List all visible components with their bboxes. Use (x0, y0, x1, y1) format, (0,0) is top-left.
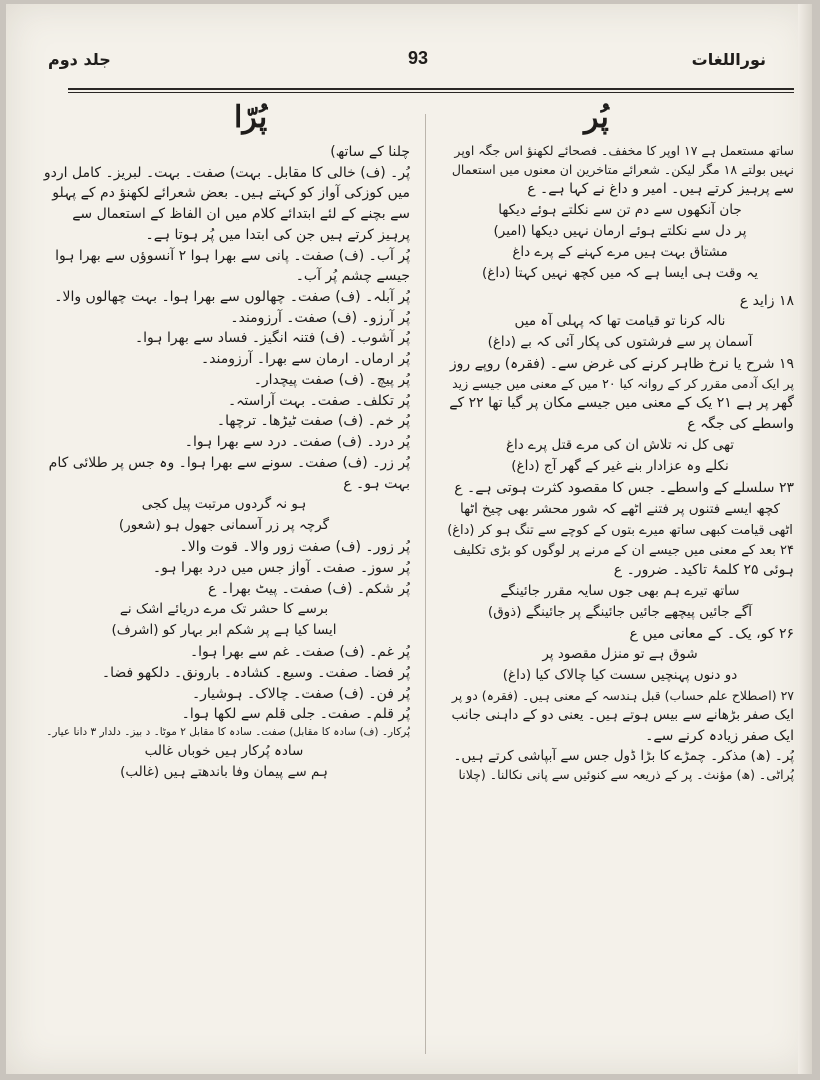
text-line: پُر فن۔ (ف) صفت۔ چالاک۔ ہوشیار۔ (191, 685, 410, 702)
verse-line: نکلے وہ عزادار بنے غیر کے گھر آج (داغ) (511, 457, 729, 474)
verse-line: آسمان پر سے فرشتوں کی پکار آئی کہ بے (داغ) (487, 334, 753, 351)
text-line: ساتھ مستعمل ہے ۱۷ اوپر کا مخفف۔ فصحائے لکھنؤ اس جگہ اوپر (454, 143, 794, 158)
text-line: ۲۶ کو، یک۔ کے معانی میں ع (629, 625, 794, 642)
text-line: نہیں بولتے ۱۸ مگر لیکن۔ شعرائے متاخرین ان معنوں میں استعمال (451, 161, 794, 177)
verse-line: سادہ پُرکار ہیں خوباں غالب (144, 742, 304, 759)
verse-line: دو دنوں پہنچیں سست کیا چالاک کیا (داغ) (502, 667, 738, 684)
header-rule-thin (68, 92, 794, 93)
text-line: پُر زور۔ (ف) صفت زور والا۔ قوت والا۔ (179, 539, 410, 556)
verse-line: برسے کا حشر تک مرے دریائے اشک نے (119, 601, 329, 618)
verse-line: ہو نہ گردوں مرتبت پیل کجی (141, 496, 307, 513)
verse-line: گرچہ پر زر آسمانی جھول ہو (شعور) (118, 517, 330, 534)
dictionary-page (6, 4, 812, 1074)
page-edge-shadow (798, 4, 812, 1074)
text-line: پُر آرزو۔ (ف) صفت۔ آرزومند۔ (230, 309, 410, 326)
right-column (446, 142, 794, 1066)
verse-line: نالہ کرنا تو قیامت تھا کہ پہلی آہ میں (514, 313, 726, 330)
text-line: پُر آبلہ۔ (ف) صفت۔ چھالوں سے بھرا ہوا۔ بہت چھالوں والا۔ (54, 289, 410, 306)
verse-line: ایسا کیا ہے پر شکم ابر بہار کو (اشرف) (111, 622, 337, 639)
text-line: پُرکار۔ (ف) سادہ کا مقابل) صفت۔ سادہ کا مقابل ۲ موٹا۔ د بیز۔ دلدار ۳ دانا عیار۔ (46, 726, 410, 739)
text-line: واسطے کی جگہ ع (687, 416, 794, 433)
text-line: پُر سوز۔ صفت۔ آواز جس میں درد بھرا ہو۔ (152, 559, 410, 576)
verse-line: مشتاق بہت ہیں مرے کہنے کے پرے داغ (512, 243, 728, 260)
volume-label: جلد دوم (48, 50, 111, 69)
text-line: ہوئی ۲۵ کلمۂ تاکید۔ ضرور۔ ع (613, 562, 794, 578)
text-line: پُر ارماں۔ ارمان سے بھرا۔ آرزومند۔ (200, 351, 410, 368)
verse-line: تھی کل نہ تلاش ان کی مرے قتل پرے داغ (505, 436, 735, 453)
text-line: پُراٹی۔ (ھ) مؤنث۔ پر کے ذریعہ سے کنوئیں سے پانی نکالنا۔ (چلانا (458, 767, 794, 783)
text-line: پُر پیچ۔ (ف) صفت پیچدار۔ (253, 371, 410, 388)
text-line: پُر درد۔ (ف) صفت۔ درد سے بھرا ہوا۔ (184, 434, 410, 451)
page-number: 93 (408, 48, 429, 68)
verse-line: کچھ ایسے فتنوں پر فتنے اٹھے کہ شور محشر بھی چیخ اٹھا (460, 500, 780, 517)
text-line: پُر آشوب۔ (ف) فتنہ انگیز۔ فساد سے بھرا ہوا۔ (134, 330, 410, 347)
text-line: پُر زر۔ (ف) صفت۔ سونے سے بھرا ہوا۔ وہ جس پر طلائی کام (48, 454, 410, 471)
verse-line: ہم سے پیمان وفا باندھتے ہیں (غالب) (120, 763, 328, 780)
text-line: چلنا کے ساتھ) (330, 144, 410, 160)
verse-line: آگے جائیں پیچھے جائیں جائینگے پر جائینگے (ذوق) (487, 603, 753, 620)
text-line: سے بچنے کے لئے ابتدائے کلام میں ان الفاظ کے استعمال سے (72, 206, 410, 223)
text-line: پر ایک آدمی مقرر کر کے روانہ کیا ۲۰ میں کے معنی میں جیسے زید (452, 375, 794, 391)
text-line: پُر شکم۔ (ف) صفت۔ پیٹ بھرا۔ ع (207, 580, 410, 597)
text-line: جیسے چشم پُر آب۔ (295, 268, 410, 285)
right-column-headword: پُر (584, 100, 609, 135)
verse-line: اٹھی قیامت کبھی ساتھ میرے بتوں کے کوچے سے تنگ ہو کر (داغ) (447, 522, 793, 538)
text-line: ۲۳ سلسلے کے واسطے۔ جس کا مقصود کثرت ہوتی ہے۔ ع (454, 479, 794, 496)
book-title: نوراللغات (691, 50, 766, 69)
text-line: ۲۴ بعد کے معنی میں جیسے ان کے مرنے پر لوگوں کو بڑی تکلیف (453, 542, 794, 558)
text-line: ۱۹ شرح یا نرخ ظاہر کرنے کی غرض سے۔ (فقرہ) روپے روز (449, 356, 794, 373)
text-line: ۱۸ زاید ع (739, 292, 794, 309)
verse-line: یہ وقت ہی ایسا ہے کہ میں کچھ نہیں کہتا (داغ) (482, 264, 758, 281)
text-line: پُر۔ (ھ) مذکر۔ چمڑے کا بڑا ڈول جس سے آبپاشی کرتے ہیں۔ (453, 747, 794, 764)
verse-line: پر دل سے نکلتے ہوئے ارمان نہیں دیکھا (امیر) (493, 222, 747, 239)
text-line: پُر تکلف۔ صفت۔ بہت آراستہ۔ (227, 392, 410, 409)
verse-line: شوق ہے تو منزل مقصود پر (542, 646, 698, 663)
text-line: پُر خم۔ (ف) صفت ٹیڑھا۔ ترچھا۔ (216, 413, 410, 430)
column-divider (425, 114, 426, 1054)
text-line: پُر فضا۔ صفت۔ وسیع۔ کشادہ۔ بارونق۔ دلکھو فضا۔ (101, 664, 410, 681)
text-line: پُر آب۔ (ف) صفت۔ پانی سے بھرا ہوا ۲ آنسوؤں سے بھرا ہوا (55, 247, 410, 264)
text-line: پُر غم۔ (ف) صفت۔ غم سے بھرا ہوا۔ (189, 644, 410, 661)
text-line: پُر قلم۔ صفت۔ جلی قلم سے لکھا ہوا۔ (181, 706, 410, 723)
text-line: پُر۔ (ف) خالی کا مقابل۔ بہت) صفت۔ بہت۔ لبریز۔ کامل اردو (43, 164, 410, 181)
text-line: پرہیز کرتے ہیں جن کی ابتدا میں پُر ہوتا ہے۔ (145, 226, 410, 243)
left-column-headword: پُرّا (234, 100, 268, 135)
text-line: ایک صفر زیادہ کرنے سے۔ (645, 727, 794, 744)
verse-line: ساتھ تیرے ہم بھی جوں سایہ مقرر جائینگے (500, 582, 740, 599)
left-column (38, 142, 410, 1066)
header-rule-thick (68, 88, 794, 90)
text-line: ۲۷ (اصطلاح علم حساب) قبل ہندسہ کے معنی ہیں۔ (فقرہ) دو پر (451, 688, 794, 704)
text-line: بہت ہو۔ ع (343, 475, 410, 492)
text-line: میں کوزکی آواز کو کہتے ہیں۔ بعض شعرائے لکھنؤ دم کے پہلو (52, 185, 410, 202)
text-line: سے پرہیز کرتے ہیں۔ امیر و داغ نے کہا ہے۔ ع (527, 181, 794, 197)
text-line: ایک صفر بڑھانے سے بیس ہوتے ہیں۔ یعنی دو کے داہنی جانب (451, 706, 794, 723)
text-line: گھر پر ہے ۲۱ یک کے معنی میں جیسے مکان پر گیا تھا ۲۲ کے (449, 395, 794, 412)
verse-line: جان آنکھوں سے دم تن سے نکلتے ہوئے دیکھا (498, 201, 742, 218)
